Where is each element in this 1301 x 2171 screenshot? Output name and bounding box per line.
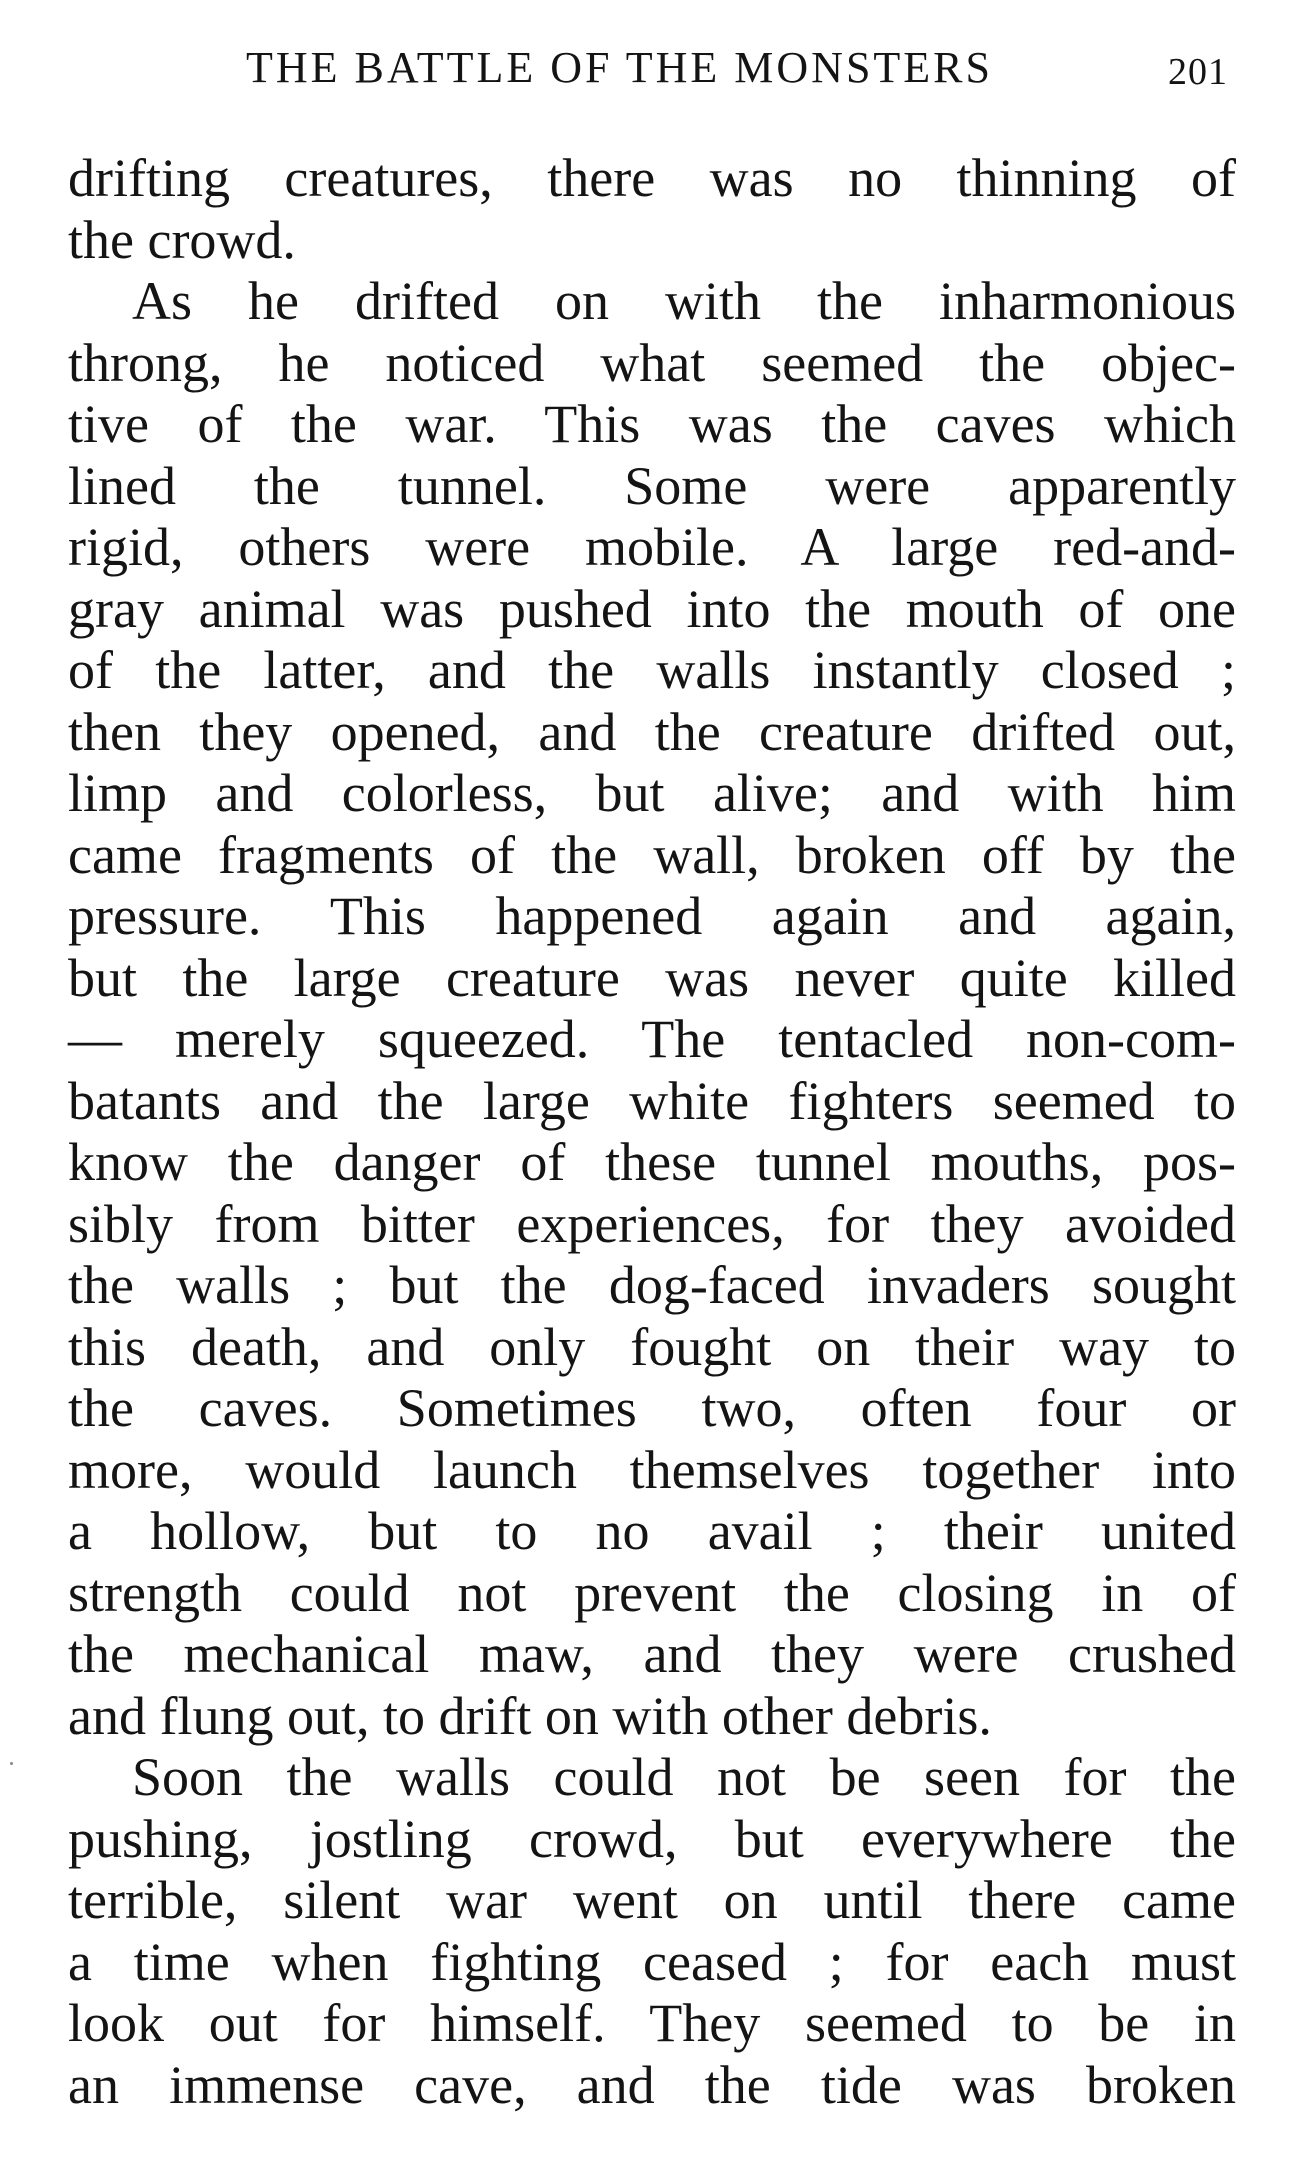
text-line: a hollow, but to no avail ; their united: [68, 1501, 1236, 1561]
running-title: THE BATTLE OF THE MONSTERS: [246, 43, 993, 92]
text-line: drifting creatures, there was no thinning of: [68, 148, 1236, 208]
text-line: but the large creature was never quite killed: [68, 947, 1236, 1008]
text-line: pressure. This happened again and again,: [68, 886, 1236, 946]
text-line: sibly from bitter experiences, for they avoided: [68, 1193, 1236, 1254]
text-line: As he drifted on with the inharmonious: [132, 271, 1236, 331]
text-line: more, would launch themselves together into: [68, 1439, 1236, 1500]
text-line: tive of the war. This was the caves which: [68, 394, 1236, 454]
text-line: limp and colorless, but alive; and with him: [68, 763, 1236, 823]
text-line: the crowd.: [68, 209, 296, 270]
text-line: know the danger of these tunnel mouths, pos-: [68, 1132, 1236, 1192]
page-number: 201: [1168, 51, 1228, 93]
text-line: an immense cave, and the tide was broken: [68, 2054, 1236, 2115]
text-line: — merely squeezed. The tentacled non-com-: [68, 1009, 1236, 1069]
text-line: pushing, jostling crowd, but everywhere the: [68, 1808, 1236, 1869]
margin-speck: [10, 1762, 13, 1765]
text-line: strength could not prevent the closing in of: [68, 1562, 1236, 1623]
text-line: the walls ; but the dog-faced invaders sought: [68, 1255, 1236, 1315]
text-line: throng, he noticed what seemed the objec-: [68, 332, 1236, 393]
text-line: this death, and only fought on their way to: [68, 1316, 1236, 1377]
text-line: a time when fighting ceased ; for each must: [68, 1931, 1236, 1992]
text-line: batants and the large white fighters seemed to: [68, 1070, 1236, 1131]
body-text: [68, 148, 1236, 2116]
text-line: gray animal was pushed into the mouth of one: [68, 578, 1236, 639]
text-line: the caves. Sometimes two, often four or: [68, 1378, 1236, 1438]
text-line: look out for himself. They seemed to be in: [68, 1993, 1236, 2053]
text-line: Soon the walls could not be seen for the: [132, 1747, 1236, 1807]
text-line: of the latter, and the walls instantly closed ;: [68, 640, 1236, 700]
text-line: came fragments of the wall, broken off by the: [68, 824, 1236, 885]
text-line: then they opened, and the creature drifted out,: [68, 701, 1236, 762]
running-head: [0, 36, 1301, 106]
text-line: the mechanical maw, and they were crushed: [68, 1624, 1236, 1684]
text-line: and flung out, to drift on with other debris.: [68, 1685, 992, 1746]
text-line: lined the tunnel. Some were apparently: [68, 455, 1236, 516]
text-line: terrible, silent war went on until there came: [68, 1870, 1236, 1930]
text-line: rigid, others were mobile. A large red-and-: [68, 517, 1236, 577]
